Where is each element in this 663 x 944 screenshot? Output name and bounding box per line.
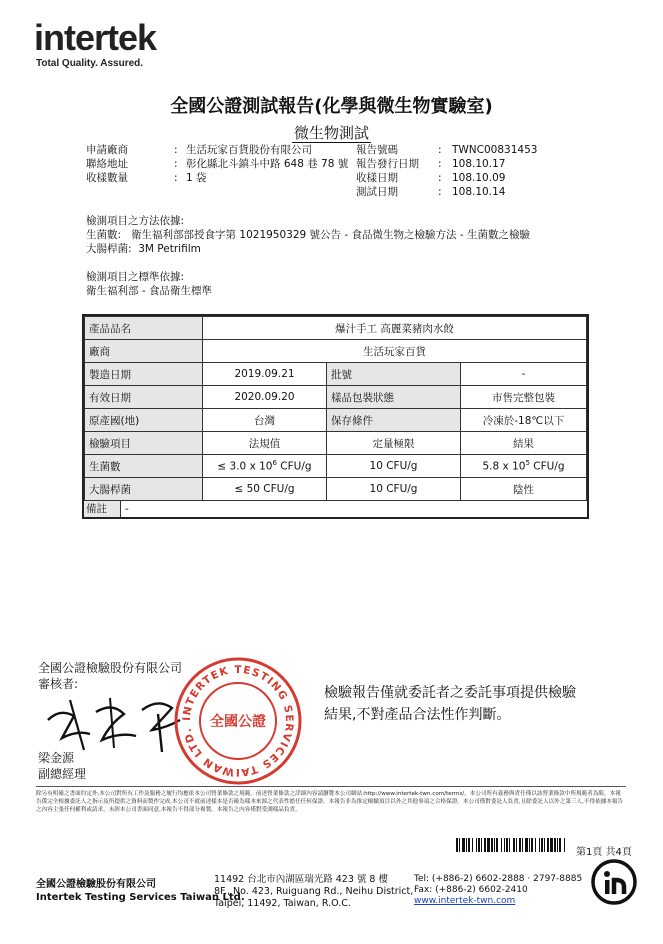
method-ecoli-label: 大腸桿菌:	[86, 243, 132, 255]
method-heading: 檢測項目之方法依據:	[86, 215, 185, 227]
table-row	[85, 432, 587, 455]
barcode-bar	[494, 838, 495, 852]
intertek-badge-icon	[590, 858, 638, 906]
table-row	[85, 409, 587, 432]
barcode-bar	[506, 838, 508, 852]
footer-addr-zh: 11492 台北市內湖區瑞光路 423 號 8 樓	[214, 874, 388, 885]
barcode-bar	[564, 838, 565, 852]
svg-text:全國公證: 全國公證	[210, 714, 266, 730]
barcode-bar	[501, 838, 502, 852]
batch-label: 批號	[327, 363, 461, 386]
barcode-bar	[491, 838, 493, 852]
footer-company-en: Intertek Testing Services Taiwan Ltd.	[36, 892, 245, 903]
barcode-bar	[554, 838, 556, 852]
barcode-bar	[462, 838, 465, 852]
barcode-bar	[456, 838, 458, 852]
maker-label: 廠商	[85, 340, 203, 363]
divider	[36, 786, 626, 787]
method-tpc-label: 生菌數:	[86, 229, 122, 241]
barcode-bar	[484, 838, 486, 852]
results-table	[82, 314, 589, 519]
exp-date-label: 有效日期	[85, 386, 203, 409]
product-name-value: 爆汁手工 高麗菜豬肉水餃	[203, 317, 587, 340]
barcode-bar	[459, 838, 460, 852]
barcode-bar	[513, 838, 515, 852]
signer-block	[38, 750, 86, 782]
product-name-label: 產品品名	[85, 317, 203, 340]
report-no-value: TWNC00831453	[452, 144, 538, 156]
table-row	[85, 340, 587, 363]
qty-label: 收樣數量	[86, 172, 128, 184]
barcode-bar	[504, 838, 505, 852]
barcode-bar	[481, 838, 482, 852]
exp-date-value: 2020.09.20	[203, 386, 327, 409]
header-result: 結果	[461, 432, 587, 455]
address-value: 彰化縣北斗鎮斗中路 648 巷 78 號	[186, 158, 349, 170]
barcode-bar	[541, 838, 543, 852]
signoff-company: 全國公證檢驗股份有限公司	[38, 661, 183, 675]
signer-name: 梁金源	[38, 751, 75, 765]
page-indicator: 第1頁 共4頁	[576, 847, 632, 858]
notice-line1: 檢驗報告僅就委託者之委託事項提供檢驗	[324, 685, 576, 701]
pack-value: 市售完整包裝	[461, 386, 587, 409]
footer-addr-en2: Taipei, 11492, Taiwan, R.O.C.	[214, 898, 351, 909]
company-seal	[172, 655, 304, 787]
barcode-bar	[547, 838, 549, 852]
test-date-label: 測試日期	[356, 186, 398, 198]
mfg-date-label: 製造日期	[85, 363, 203, 386]
tpc-result: 5.8 x $10^5$ CFU/g	[461, 455, 587, 478]
footer-website-link[interactable]: www.intertek-twn.com	[414, 896, 516, 906]
reviewer-label: 審核者:	[38, 677, 79, 691]
barcode-bar	[468, 838, 470, 852]
barcode-bar	[535, 838, 536, 852]
disclaimer-notice	[324, 682, 576, 726]
notice-line2: 結果,不對產品合法性作判斷。	[324, 707, 511, 723]
barcode-bar	[487, 838, 490, 852]
logo-tagline: Total Quality. Assured.	[36, 58, 144, 69]
standard-section	[86, 270, 212, 298]
barcode-bar	[557, 838, 558, 852]
report-info: 報告號碼 : TWNC00831453 報告發行日期 : 108.10.17 收樣日期 : 108.10.09 測試日期 : 108.10.14	[356, 144, 538, 198]
maker-value: 生活玩家百貨	[203, 340, 587, 363]
signature-image	[40, 690, 190, 755]
signer-title: 副總經理	[38, 767, 87, 781]
ecoli-result: 陰性	[461, 478, 587, 501]
method-tpc-value: 衛生福利部部授食字第 1021950329 號公告 - 食品微生物之檢驗方法 - 生菌數之檢驗	[131, 229, 530, 241]
barcode-bar	[522, 838, 523, 852]
barcode-bar	[525, 838, 528, 852]
barcode-bar	[544, 838, 545, 852]
barcode-bar	[519, 838, 521, 852]
tpc-item: 生菌數	[85, 455, 203, 478]
table-row	[85, 478, 587, 501]
note-value: -	[125, 503, 129, 515]
report-title: 全國公證測試報告(化學與微生物實驗室)	[170, 96, 493, 117]
signoff-block	[38, 660, 182, 692]
barcode-bar	[476, 838, 477, 852]
issue-date-label: 報告發行日期	[356, 158, 419, 170]
barcode-bar	[550, 838, 553, 852]
method-section	[86, 214, 530, 256]
receive-date-label: 收樣日期	[356, 172, 398, 184]
qty-value: 1 袋	[186, 172, 207, 184]
standard-value: 衛生福利部 - 食品衛生標準	[86, 285, 212, 297]
header-limit: 法規值	[203, 432, 327, 455]
header-loq: 定量極限	[327, 432, 461, 455]
barcode-bar	[496, 838, 498, 852]
note-row	[84, 501, 587, 517]
fineprint: 除另有明確之書面約定外,本公司對所有工作及服務之履行均應依本公司營業條款之規範。前述營業條款之詳細內容請瀏覽本公司網站:http://www.intertek-twn.com/terms/。本公司所有義務與責任僅以該營業條款中所規範者為限。本報告係完全根據委託人之指示及所提供之資料而製作完成,本公司不就前述樣本是否確為樣本來源之代表性擔任任何保證。本報告非為推定檢驗項目以外之其他事項之合格保證。本公司僅對委託人負責,且除委託人以外之第三人,不得依據本報告之內容主張任何權利或請求。未經本公司書面同意,本報告不得部分複製。本報告之內容僅對受測樣品負責。	[36, 791, 624, 813]
batch-value: -	[461, 363, 587, 386]
applicant-value: 生活玩家百貨股份有限公司	[186, 144, 312, 156]
origin-value: 台灣	[203, 409, 327, 432]
footer-contact	[414, 874, 582, 907]
barcode-bar	[539, 838, 540, 852]
method-ecoli-value: 3M Petrifilm	[138, 243, 201, 255]
standard-heading: 檢測項目之標準依據:	[86, 271, 185, 283]
table-row	[85, 455, 587, 478]
applicant-info: 申請廠商 : 生活玩家百貨股份有限公司 聯絡地址 : 彰化縣北斗鎮斗中路 648 巷 78 號 收樣數量 : 1 袋	[86, 143, 354, 185]
footer-tel: Tel: (+886-2) 6602-2888 · 2797-8885	[414, 874, 583, 884]
ecoli-loq: 10 CFU/g	[327, 478, 461, 501]
pack-label: 樣品包裝狀態	[327, 386, 461, 409]
barcode-bar	[529, 838, 530, 852]
ecoli-item: 大腸桿菌	[85, 478, 203, 501]
mfg-date-value: 2019.09.21	[203, 363, 327, 386]
barcode-bar	[472, 838, 473, 852]
footer-company-zh: 全國公證檢驗股份有限公司	[36, 879, 156, 890]
storage-label: 保存條件	[327, 409, 461, 432]
table-row	[85, 386, 587, 409]
intertek-logo: intertek	[34, 17, 157, 58]
applicant-label: 申請廠商	[86, 144, 128, 156]
report-no-label: 報告號碼	[356, 144, 398, 156]
barcode-bar	[466, 838, 467, 852]
barcode-bar	[478, 838, 480, 852]
origin-label: 原產國(地)	[85, 409, 203, 432]
table-row	[85, 317, 587, 340]
ecoli-limit: ≤ 50 CFU/g	[203, 478, 327, 501]
tpc-limit: ≤ 3.0 x $10^6$ CFU/g	[203, 455, 327, 478]
footer-fax: Fax: (+886-2) 6602-2410	[414, 885, 528, 895]
tpc-loq: 10 CFU/g	[327, 455, 461, 478]
footer-addr-en1: 8F., No. 423, Ruiguang Rd., Neihu District,	[214, 886, 414, 897]
barcode	[456, 838, 568, 852]
note-label: 備註	[84, 501, 121, 517]
storage-value: 冷凍於-18℃以下	[461, 409, 587, 432]
barcode-bar	[531, 838, 533, 852]
table-row	[85, 363, 587, 386]
report-subtitle: 微生物測試	[293, 124, 369, 142]
issue-date-value: 108.10.17	[452, 158, 506, 170]
svg-text:INTERTEK TESTING SERVICES TAIW: INTERTEK TESTING SERVICES TAIWAN LTD.	[180, 663, 296, 779]
barcode-bar	[516, 838, 517, 852]
barcode-bar	[509, 838, 510, 852]
receive-date-value: 108.10.09	[452, 172, 506, 184]
footer-address	[214, 874, 413, 910]
address-label: 聯絡地址	[86, 158, 128, 170]
barcode-bar	[559, 838, 561, 852]
test-date-value: 108.10.14	[452, 186, 506, 198]
header-item: 檢驗項目	[85, 432, 203, 455]
